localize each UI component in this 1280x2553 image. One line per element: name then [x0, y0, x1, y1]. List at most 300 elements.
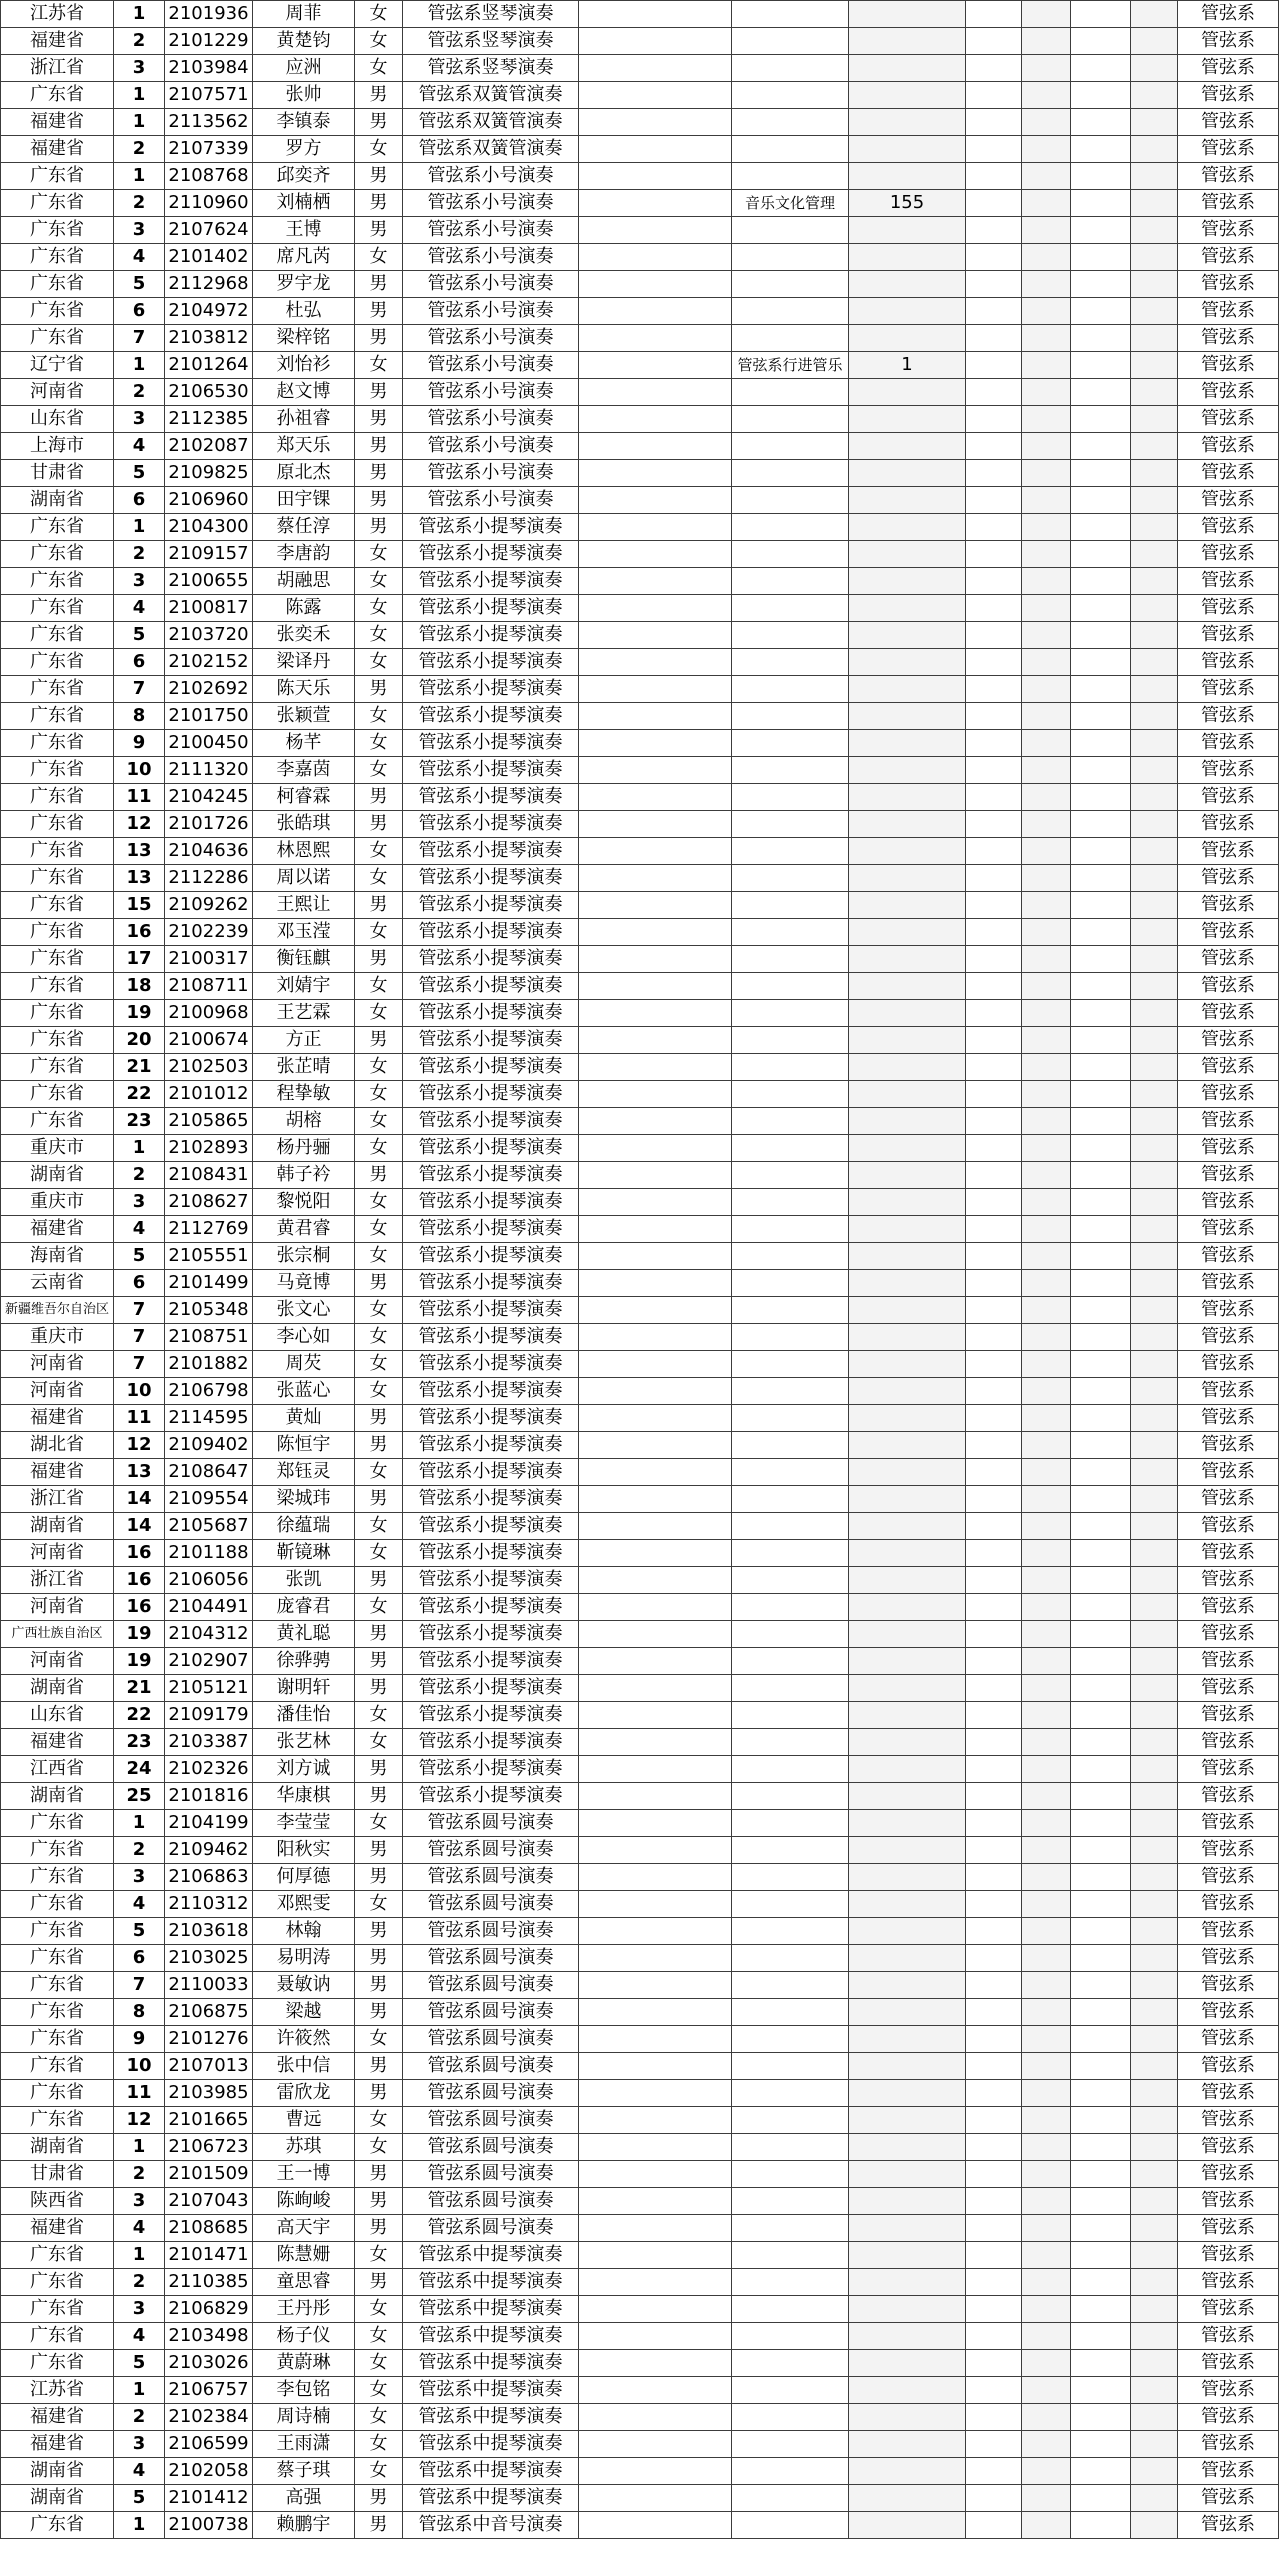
exam-id-cell: 2103812 — [165, 325, 253, 352]
blank-cell — [1071, 1216, 1131, 1243]
department-cell: 管弦系 — [1178, 1432, 1279, 1459]
rank-cell: 4 — [114, 2323, 165, 2350]
name-cell: 陈慧姗 — [253, 2242, 355, 2269]
gender-cell: 女 — [355, 1351, 403, 1378]
blank-cell — [1071, 1837, 1131, 1864]
blank-cell — [1131, 1864, 1178, 1891]
name-cell: 王雨潇 — [253, 2431, 355, 2458]
rank-cell: 23 — [114, 1108, 165, 1135]
exam-id-cell: 2109462 — [165, 1837, 253, 1864]
blank-cell — [966, 1351, 1022, 1378]
exam-id-cell: 2100817 — [165, 595, 253, 622]
gender-cell: 男 — [355, 1621, 403, 1648]
score-cell — [849, 514, 966, 541]
major-cell: 管弦系中提琴演奏 — [403, 2350, 579, 2377]
province-cell: 广东省 — [1, 325, 114, 352]
table-row — [1, 1891, 1279, 1918]
blank-cell — [579, 1891, 732, 1918]
table-row — [1, 1918, 1279, 1945]
gender-cell: 女 — [355, 2134, 403, 2161]
department-cell: 管弦系 — [1178, 2053, 1279, 2080]
second-major-cell — [732, 2404, 849, 2431]
second-major-cell — [732, 163, 849, 190]
exam-id-cell: 2101509 — [165, 2161, 253, 2188]
name-cell: 王丹彤 — [253, 2296, 355, 2323]
blank-cell — [1071, 2431, 1131, 2458]
exam-id-cell: 2102152 — [165, 649, 253, 676]
rank-cell: 22 — [114, 1081, 165, 1108]
second-major-cell — [732, 136, 849, 163]
blank-cell — [579, 2404, 732, 2431]
rank-cell: 14 — [114, 1486, 165, 1513]
blank-cell — [1131, 595, 1178, 622]
blank-cell — [1071, 865, 1131, 892]
blank-cell — [1131, 2107, 1178, 2134]
blank-cell — [966, 730, 1022, 757]
blank-cell — [1071, 1513, 1131, 1540]
province-cell: 湖北省 — [1, 1432, 114, 1459]
gender-cell: 女 — [355, 2107, 403, 2134]
name-cell: 周菲 — [253, 1, 355, 28]
score-cell — [849, 1999, 966, 2026]
major-cell: 管弦系小提琴演奏 — [403, 595, 579, 622]
department-cell: 管弦系 — [1178, 271, 1279, 298]
blank-cell — [966, 892, 1022, 919]
gender-cell: 男 — [355, 1837, 403, 1864]
blank-cell — [1131, 244, 1178, 271]
blank-cell — [966, 2269, 1022, 2296]
province-cell: 浙江省 — [1, 1486, 114, 1513]
major-cell: 管弦系竖琴演奏 — [403, 55, 579, 82]
second-major-cell — [732, 2458, 849, 2485]
blank-cell — [1071, 406, 1131, 433]
blank-cell — [1022, 541, 1071, 568]
major-cell: 管弦系小提琴演奏 — [403, 1027, 579, 1054]
blank-cell — [1071, 1270, 1131, 1297]
table-row — [1, 2026, 1279, 2053]
blank-cell — [1071, 1324, 1131, 1351]
second-major-cell — [732, 2134, 849, 2161]
department-cell: 管弦系 — [1178, 325, 1279, 352]
exam-id-cell: 2104491 — [165, 1594, 253, 1621]
name-cell: 杨子仪 — [253, 2323, 355, 2350]
major-cell: 管弦系中提琴演奏 — [403, 2242, 579, 2269]
second-major-cell — [732, 325, 849, 352]
blank-cell — [1022, 1675, 1071, 1702]
second-major-cell — [732, 1243, 849, 1270]
exam-id-cell: 2101726 — [165, 811, 253, 838]
second-major-cell — [732, 784, 849, 811]
name-cell: 蔡任淳 — [253, 514, 355, 541]
score-cell — [849, 1432, 966, 1459]
table-row — [1, 2269, 1279, 2296]
second-major-cell — [732, 514, 849, 541]
gender-cell: 男 — [355, 2053, 403, 2080]
major-cell: 管弦系小提琴演奏 — [403, 1702, 579, 1729]
table-row — [1, 2296, 1279, 2323]
department-cell: 管弦系 — [1178, 190, 1279, 217]
second-major-cell — [732, 1864, 849, 1891]
second-major-cell — [732, 946, 849, 973]
major-cell: 管弦系小号演奏 — [403, 298, 579, 325]
score-cell — [849, 379, 966, 406]
department-cell: 管弦系 — [1178, 1108, 1279, 1135]
second-major-cell — [732, 1999, 849, 2026]
blank-cell — [579, 1702, 732, 1729]
gender-cell: 女 — [355, 1297, 403, 1324]
name-cell: 邓熙雯 — [253, 1891, 355, 1918]
department-cell: 管弦系 — [1178, 865, 1279, 892]
blank-cell — [1131, 1783, 1178, 1810]
score-cell — [849, 1918, 966, 1945]
blank-cell — [1131, 1189, 1178, 1216]
name-cell: 黄灿 — [253, 1405, 355, 1432]
exam-id-cell: 2102503 — [165, 1054, 253, 1081]
blank-cell — [966, 82, 1022, 109]
blank-cell — [579, 568, 732, 595]
blank-cell — [1131, 1324, 1178, 1351]
table-row — [1, 1297, 1279, 1324]
blank-cell — [579, 1, 732, 28]
blank-cell — [1022, 1189, 1071, 1216]
blank-cell — [579, 1054, 732, 1081]
exam-id-cell: 2101471 — [165, 2242, 253, 2269]
name-cell: 梁译丹 — [253, 649, 355, 676]
table-row — [1, 2215, 1279, 2242]
gender-cell: 男 — [355, 379, 403, 406]
score-cell — [849, 1378, 966, 1405]
rank-cell: 15 — [114, 892, 165, 919]
rank-cell: 22 — [114, 1702, 165, 1729]
blank-cell — [1071, 28, 1131, 55]
name-cell: 韩子衿 — [253, 1162, 355, 1189]
second-major-cell — [732, 1945, 849, 1972]
second-major-cell — [732, 1540, 849, 1567]
major-cell: 管弦系圆号演奏 — [403, 2026, 579, 2053]
score-cell — [849, 811, 966, 838]
blank-cell — [1131, 541, 1178, 568]
blank-cell — [1022, 2350, 1071, 2377]
major-cell: 管弦系小提琴演奏 — [403, 892, 579, 919]
department-cell: 管弦系 — [1178, 2215, 1279, 2242]
major-cell: 管弦系小提琴演奏 — [403, 1621, 579, 1648]
blank-cell — [579, 730, 732, 757]
name-cell: 林翰 — [253, 1918, 355, 1945]
name-cell: 邱奕齐 — [253, 163, 355, 190]
table-row — [1, 865, 1279, 892]
gender-cell: 女 — [355, 352, 403, 379]
second-major-cell — [732, 622, 849, 649]
gender-cell: 女 — [355, 1594, 403, 1621]
blank-cell — [1131, 838, 1178, 865]
blank-cell — [579, 1675, 732, 1702]
blank-cell — [1071, 2269, 1131, 2296]
gender-cell: 女 — [355, 2350, 403, 2377]
blank-cell — [966, 1162, 1022, 1189]
blank-cell — [579, 2053, 732, 2080]
blank-cell — [1131, 298, 1178, 325]
blank-cell — [966, 325, 1022, 352]
gender-cell: 男 — [355, 892, 403, 919]
rank-cell: 18 — [114, 973, 165, 1000]
gender-cell: 男 — [355, 217, 403, 244]
department-cell: 管弦系 — [1178, 352, 1279, 379]
table-row — [1, 2512, 1279, 2539]
blank-cell — [1071, 1000, 1131, 1027]
second-major-cell: 管弦系行进管乐 — [732, 352, 849, 379]
exam-id-cell: 2107013 — [165, 2053, 253, 2080]
major-cell: 管弦系圆号演奏 — [403, 2215, 579, 2242]
second-major-cell — [732, 1351, 849, 1378]
major-cell: 管弦系圆号演奏 — [403, 1972, 579, 1999]
table-row — [1, 2242, 1279, 2269]
name-cell: 高天宇 — [253, 2215, 355, 2242]
blank-cell — [1022, 730, 1071, 757]
exam-id-cell: 2102087 — [165, 433, 253, 460]
major-cell: 管弦系竖琴演奏 — [403, 28, 579, 55]
major-cell: 管弦系小号演奏 — [403, 325, 579, 352]
score-cell — [849, 2215, 966, 2242]
blank-cell — [579, 1810, 732, 1837]
department-cell: 管弦系 — [1178, 811, 1279, 838]
province-cell: 湖南省 — [1, 1162, 114, 1189]
province-cell: 广东省 — [1, 649, 114, 676]
blank-cell — [1071, 2458, 1131, 2485]
blank-cell — [579, 811, 732, 838]
second-major-cell — [732, 2161, 849, 2188]
blank-cell — [1022, 1648, 1071, 1675]
score-cell — [849, 1297, 966, 1324]
blank-cell — [1071, 1351, 1131, 1378]
blank-cell — [1131, 2269, 1178, 2296]
rank-cell: 12 — [114, 811, 165, 838]
gender-cell: 女 — [355, 1000, 403, 1027]
name-cell: 刘方诚 — [253, 1756, 355, 1783]
gender-cell: 男 — [355, 811, 403, 838]
rank-cell: 1 — [114, 2377, 165, 2404]
blank-cell — [1022, 1729, 1071, 1756]
score-cell — [849, 1189, 966, 1216]
exam-id-cell: 2104300 — [165, 514, 253, 541]
table-row — [1, 514, 1279, 541]
gender-cell: 女 — [355, 703, 403, 730]
exam-id-cell: 2110033 — [165, 1972, 253, 1999]
blank-cell — [579, 1999, 732, 2026]
department-cell: 管弦系 — [1178, 1918, 1279, 1945]
blank-cell — [1022, 1081, 1071, 1108]
blank-cell — [1022, 487, 1071, 514]
rank-cell: 7 — [114, 1351, 165, 1378]
blank-cell — [966, 811, 1022, 838]
table-row — [1, 1864, 1279, 1891]
second-major-cell — [732, 1594, 849, 1621]
department-cell: 管弦系 — [1178, 1648, 1279, 1675]
score-cell — [849, 1135, 966, 1162]
name-cell: 聂敏讷 — [253, 1972, 355, 1999]
name-cell: 张宗桐 — [253, 1243, 355, 1270]
blank-cell — [1022, 892, 1071, 919]
exam-id-cell: 2109554 — [165, 1486, 253, 1513]
rank-cell: 7 — [114, 325, 165, 352]
gender-cell: 男 — [355, 1945, 403, 1972]
rank-cell: 16 — [114, 1567, 165, 1594]
department-cell: 管弦系 — [1178, 649, 1279, 676]
major-cell: 管弦系小提琴演奏 — [403, 1297, 579, 1324]
department-cell: 管弦系 — [1178, 1594, 1279, 1621]
rank-cell: 23 — [114, 1729, 165, 1756]
province-cell: 上海市 — [1, 433, 114, 460]
exam-id-cell: 2105121 — [165, 1675, 253, 1702]
major-cell: 管弦系小提琴演奏 — [403, 1054, 579, 1081]
major-cell: 管弦系小提琴演奏 — [403, 1567, 579, 1594]
score-cell — [849, 703, 966, 730]
rank-cell: 1 — [114, 109, 165, 136]
exam-id-cell: 2110960 — [165, 190, 253, 217]
major-cell: 管弦系小提琴演奏 — [403, 514, 579, 541]
province-cell: 广东省 — [1, 2107, 114, 2134]
blank-cell — [1131, 784, 1178, 811]
province-cell: 浙江省 — [1, 55, 114, 82]
major-cell: 管弦系小提琴演奏 — [403, 1486, 579, 1513]
major-cell: 管弦系圆号演奏 — [403, 2107, 579, 2134]
province-cell: 广东省 — [1, 784, 114, 811]
blank-cell — [1071, 1432, 1131, 1459]
blank-cell — [1022, 352, 1071, 379]
rank-cell: 6 — [114, 487, 165, 514]
department-cell: 管弦系 — [1178, 1297, 1279, 1324]
blank-cell — [1071, 568, 1131, 595]
blank-cell — [966, 487, 1022, 514]
blank-cell — [1022, 2161, 1071, 2188]
province-cell: 广东省 — [1, 1081, 114, 1108]
name-cell: 原北杰 — [253, 460, 355, 487]
score-cell — [849, 919, 966, 946]
major-cell: 管弦系小提琴演奏 — [403, 1081, 579, 1108]
blank-cell — [579, 136, 732, 163]
exam-id-cell: 2100450 — [165, 730, 253, 757]
department-cell: 管弦系 — [1178, 838, 1279, 865]
name-cell: 席凡芮 — [253, 244, 355, 271]
gender-cell: 女 — [355, 757, 403, 784]
blank-cell — [1131, 1, 1178, 28]
blank-cell — [579, 2512, 732, 2539]
blank-cell — [966, 1486, 1022, 1513]
score-cell — [849, 271, 966, 298]
province-cell: 湖南省 — [1, 487, 114, 514]
second-major-cell — [732, 1621, 849, 1648]
department-cell: 管弦系 — [1178, 2323, 1279, 2350]
blank-cell — [1131, 2080, 1178, 2107]
blank-cell — [579, 379, 732, 406]
second-major-cell — [732, 1378, 849, 1405]
major-cell: 管弦系小提琴演奏 — [403, 1162, 579, 1189]
score-cell — [849, 1567, 966, 1594]
score-cell — [849, 1000, 966, 1027]
major-cell: 管弦系中提琴演奏 — [403, 2296, 579, 2323]
department-cell: 管弦系 — [1178, 1027, 1279, 1054]
second-major-cell — [732, 1297, 849, 1324]
name-cell: 华康棋 — [253, 1783, 355, 1810]
gender-cell: 女 — [355, 55, 403, 82]
score-cell — [849, 433, 966, 460]
gender-cell: 男 — [355, 2161, 403, 2188]
blank-cell — [1131, 2431, 1178, 2458]
blank-cell — [579, 1189, 732, 1216]
province-cell: 新疆维吾尔自治区 — [1, 1297, 114, 1324]
blank-cell — [1131, 28, 1178, 55]
name-cell: 赵文博 — [253, 379, 355, 406]
rank-cell: 3 — [114, 217, 165, 244]
score-cell — [849, 1108, 966, 1135]
blank-cell — [1022, 244, 1071, 271]
second-major-cell — [732, 1810, 849, 1837]
blank-cell — [1131, 1432, 1178, 1459]
gender-cell: 女 — [355, 919, 403, 946]
name-cell: 潘佳怡 — [253, 1702, 355, 1729]
blank-cell — [1131, 1567, 1178, 1594]
exam-id-cell: 2104199 — [165, 1810, 253, 1837]
gender-cell: 男 — [355, 460, 403, 487]
province-cell: 湖南省 — [1, 1783, 114, 1810]
rank-cell: 8 — [114, 703, 165, 730]
second-major-cell — [732, 2485, 849, 2512]
gender-cell: 男 — [355, 271, 403, 298]
exam-id-cell: 2103985 — [165, 2080, 253, 2107]
score-cell — [849, 1810, 966, 1837]
gender-cell: 男 — [355, 163, 403, 190]
rank-cell: 2 — [114, 2269, 165, 2296]
name-cell: 曹远 — [253, 2107, 355, 2134]
name-cell: 王艺霖 — [253, 1000, 355, 1027]
gender-cell: 女 — [355, 136, 403, 163]
department-cell: 管弦系 — [1178, 973, 1279, 1000]
blank-cell — [966, 676, 1022, 703]
province-cell: 广东省 — [1, 757, 114, 784]
blank-cell — [1071, 541, 1131, 568]
blank-cell — [1131, 730, 1178, 757]
rank-cell: 9 — [114, 2026, 165, 2053]
blank-cell — [1022, 703, 1071, 730]
blank-cell — [966, 433, 1022, 460]
exam-id-cell: 2102893 — [165, 1135, 253, 1162]
province-cell: 广东省 — [1, 514, 114, 541]
score-cell — [849, 2350, 966, 2377]
score-cell — [849, 784, 966, 811]
blank-cell — [579, 460, 732, 487]
score-cell — [849, 217, 966, 244]
exam-id-cell: 2106829 — [165, 2296, 253, 2323]
exam-id-cell: 2109262 — [165, 892, 253, 919]
exam-id-cell: 2110385 — [165, 2269, 253, 2296]
blank-cell — [1071, 2323, 1131, 2350]
blank-cell — [966, 1513, 1022, 1540]
blank-cell — [1131, 379, 1178, 406]
province-cell: 广东省 — [1, 1999, 114, 2026]
province-cell: 福建省 — [1, 28, 114, 55]
blank-cell — [1131, 2512, 1178, 2539]
blank-cell — [1071, 676, 1131, 703]
blank-cell — [1131, 649, 1178, 676]
blank-cell — [1131, 1108, 1178, 1135]
blank-cell — [1131, 1945, 1178, 1972]
blank-cell — [1022, 1972, 1071, 1999]
department-cell: 管弦系 — [1178, 1729, 1279, 1756]
table-row — [1, 379, 1279, 406]
blank-cell — [1022, 1351, 1071, 1378]
department-cell: 管弦系 — [1178, 2512, 1279, 2539]
rank-cell: 11 — [114, 2080, 165, 2107]
table-row — [1, 406, 1279, 433]
